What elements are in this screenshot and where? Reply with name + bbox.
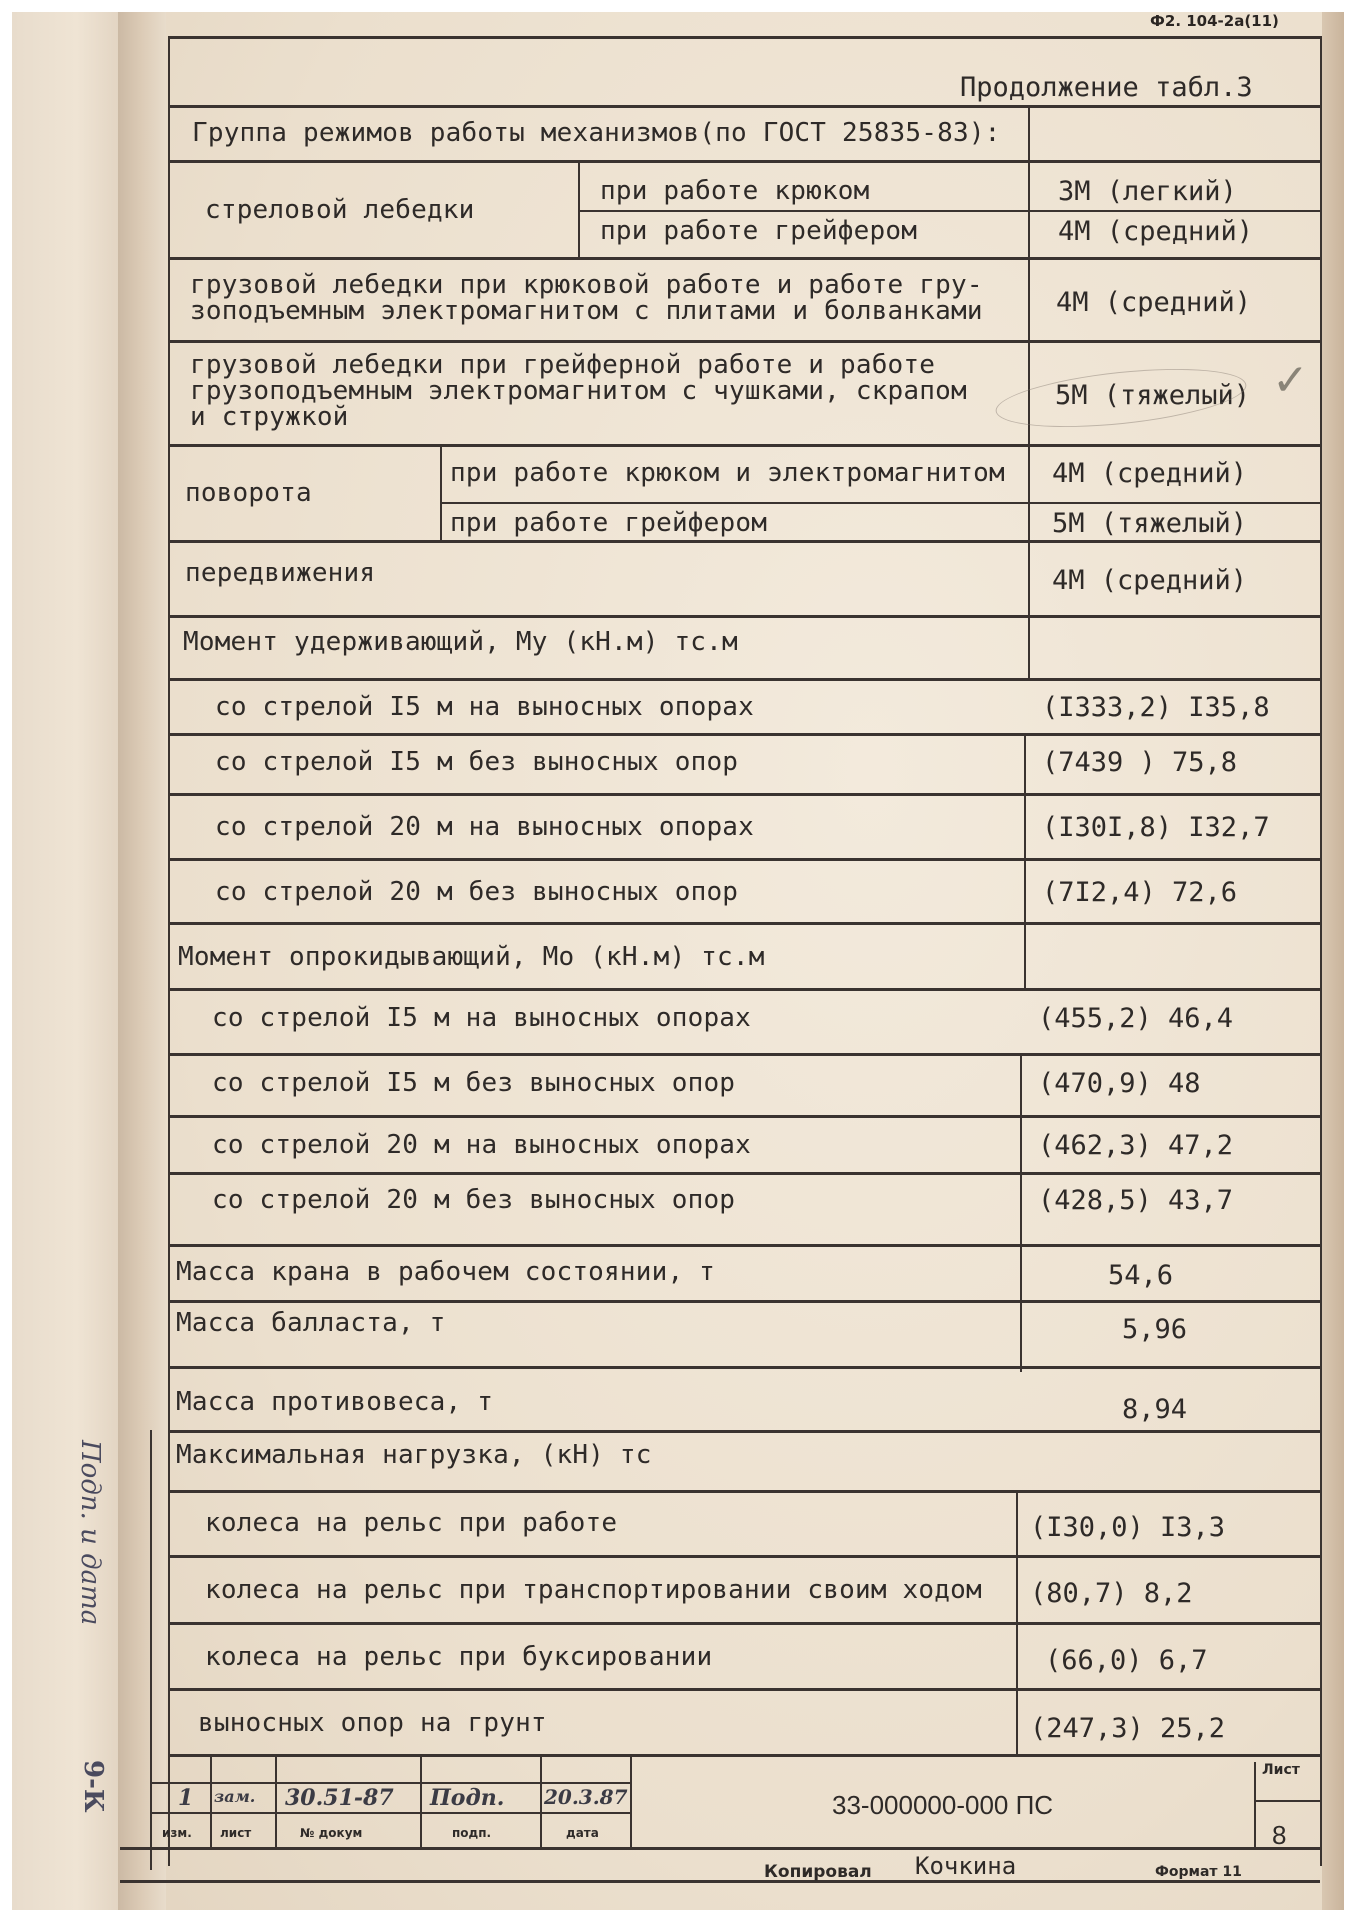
checkmark-icon: ✓ [1272,355,1309,406]
restoring-moment-row-value: (7I2,4) 72,6 [1042,877,1238,908]
change-date: 20.3.87 [544,1785,628,1809]
page-edge [1322,12,1344,1910]
copied-by-name: Кочкина [915,1852,1017,1880]
row-line [170,1688,1320,1691]
travel-value: 4М (средний) [1052,565,1248,596]
cargo-winch-grab-label: грузовой лебедки при грейферной работе и работе [190,350,936,380]
label-sign: подп. [452,1826,492,1840]
mass-row-value: 8,94 [1122,1394,1188,1425]
title-block-line [120,1847,1320,1850]
row-line [170,1490,1320,1493]
cargo-winch-grab-value: 5М (тяжелый) [1055,380,1251,411]
title-block-line [1254,1762,1256,1847]
title-block-line [275,1754,277,1847]
overturning-moment-row-label: со стрелой 20 м на выносных опорах [212,1130,752,1160]
frame-right-line [1320,36,1322,1866]
boom-winch-label: стреловой лебедки [205,195,475,225]
row-line [170,1115,1320,1118]
binding-left-page [12,12,120,1910]
sheet-number: 8 [1272,1820,1287,1850]
travel-label: передвижения [185,558,376,588]
max-load-row-value: (66,0) 6,7 [1045,1645,1208,1676]
max-load-row-value: (I30,0) I3,3 [1030,1512,1226,1543]
boom-winch-value: 3М (легкий) [1058,176,1237,207]
title-block-line [120,1880,1320,1883]
mode-column-line [440,444,442,540]
boom-winch-mode: при работе грейфером [600,216,918,246]
overturning-moment-row-value: (462,3) 47,2 [1038,1130,1234,1161]
row-line [170,988,1320,991]
binding-fold [118,12,170,1910]
max-load-row-label: колеса на рельс при работе [205,1508,618,1538]
row-line [170,257,1320,260]
row-line [170,1366,1320,1369]
mass-row-label: Масса противовеса, т [176,1387,494,1417]
row-line [170,678,1320,681]
max-load-row-value: (80,7) 8,2 [1030,1578,1193,1609]
max-load-title: Максимальная нагрузка, (кН) тс [176,1440,652,1470]
title-block-line [420,1754,422,1847]
row-line [170,340,1320,343]
change-number: 1 [178,1785,194,1811]
cargo-winch-grab-label: и стружкой [190,402,349,432]
row-line [170,444,1320,447]
max-load-row-value: (247,3) 25,2 [1030,1713,1226,1744]
restoring-moment-row-label: со стрелой 20 м на выносных опорах [215,812,755,842]
mass-row-value: 54,6 [1108,1260,1174,1291]
format-label: Формат 11 [1155,1864,1242,1880]
overturning-moment-row-label: со стрелой 20 м без выносных опор [212,1185,736,1215]
overturning-moment-row-value: (470,9) 48 [1038,1068,1201,1099]
max-load-row-label: колеса на рельс при буксировании [205,1642,713,1672]
overturning-moment-title: Момент опрокидывающий, Мо (кН.м) тс.м [178,942,765,972]
margin-inventory-note: 9-К [78,1760,108,1813]
row-line [170,1622,1320,1625]
mass-row-label: Масса крана в рабочем состоянии, т [176,1257,716,1287]
row-line [170,922,1320,925]
overturning-moment-row-value: (455,2) 46,4 [1038,1003,1234,1034]
mode-column-line [578,160,580,257]
duty-groups-title: Группа режимов работы механизмов(по ГОСТ 25835-83): [192,118,1001,148]
restoring-moment-row-value: (I30I,8) I32,7 [1042,812,1270,843]
cargo-winch-grab-label: грузоподъемным электромагнитом с чушками, скрапом [190,376,967,406]
mass-row-value: 5,96 [1122,1314,1188,1345]
title-block-line [150,1812,630,1814]
restoring-moment-row-value: (I333,2) I35,8 [1042,692,1270,723]
max-load-row-label: колеса на рельс при транспортировании своим ходом [205,1575,982,1605]
cargo-winch-hook-label: грузовой лебедки при крюковой работе и работе гру- [190,270,983,300]
cargo-winch-hook-value: 4М (средний) [1056,287,1252,318]
restoring-moment-row-label: со стрелой I5 м на выносных опорах [215,692,755,722]
row-line [170,733,1320,736]
restoring-moment-row-label: со стрелой 20 м без выносных опор [215,877,739,907]
boom-winch-mode: при работе крюком [600,176,870,206]
continuation-title: Продолжение табл.3 [960,72,1253,103]
row-line [170,540,1320,543]
row-line [170,858,1320,861]
slewing-value: 5М (тяжелый) [1052,508,1248,539]
sheet-label: Лист [1262,1762,1300,1778]
overturning-moment-row-label: со стрелой I5 м на выносных опорах [212,1003,752,1033]
row-line [170,615,1320,618]
label-sheet: лист [220,1826,252,1840]
slewing-mode: при работе крюком и электромагнитом [450,458,1005,488]
slewing-value: 4М (средний) [1052,458,1248,489]
row-line [440,502,1320,504]
row-line [578,210,1320,212]
restoring-moment-row-value: (7439 ) 75,8 [1042,747,1238,778]
row-line [170,1244,1320,1247]
restoring-moment-title: Момент удерживающий, Му (кН.м) тс.м [183,627,738,657]
value-column-line [1016,1490,1018,1754]
row-line [170,160,1320,163]
title-block-line [1256,1800,1320,1802]
slewing-label: поворота [185,478,312,508]
copied-by-label: Копировал [764,1862,872,1882]
change-type: зам. [214,1787,256,1806]
row-line [170,793,1320,796]
mass-row-label: Масса балласта, т [176,1308,446,1338]
document-number: 30.51-87 [285,1785,394,1811]
overturning-moment-row-value: (428,5) 43,7 [1038,1185,1234,1216]
frame-left-line [168,36,170,1866]
max-load-row-label: выносных опор на грунт [198,1708,547,1738]
value-column-line [1020,1053,1022,1372]
title-block-line [630,1754,632,1847]
row-line [170,105,1320,108]
frame-top-line [170,36,1320,39]
margin-signature-note: Подп. и дата [75,1440,105,1626]
title-block-line [210,1754,212,1847]
title-block-line [150,1782,630,1784]
row-line [170,1555,1320,1558]
label-date: дата [566,1826,599,1840]
margin-line [150,1430,152,1870]
slewing-mode: при работе грейфером [450,508,768,538]
restoring-moment-row-label: со стрелой I5 м без выносных опор [215,747,739,777]
row-line [170,1300,1320,1303]
overturning-moment-row-label: со стрелой I5 м без выносных опор [212,1068,736,1098]
cargo-winch-hook-label: зоподъемным электромагнитом с плитами и болванками [190,296,983,326]
row-line [170,1430,1320,1433]
signature: Подп. [430,1785,505,1811]
document-code: 33-000000-000 ПС [832,1790,1054,1820]
title-block-line [540,1754,542,1847]
label-change: изм. [162,1826,192,1840]
label-doc-no: № докум [300,1826,363,1840]
row-line [170,1172,1320,1175]
form-code: Ф2. 104-2а(11) [1150,12,1279,30]
boom-winch-value: 4М (средний) [1058,216,1254,247]
row-line [170,1754,1320,1757]
row-line [170,1053,1320,1056]
value-column-line [1024,733,1026,988]
